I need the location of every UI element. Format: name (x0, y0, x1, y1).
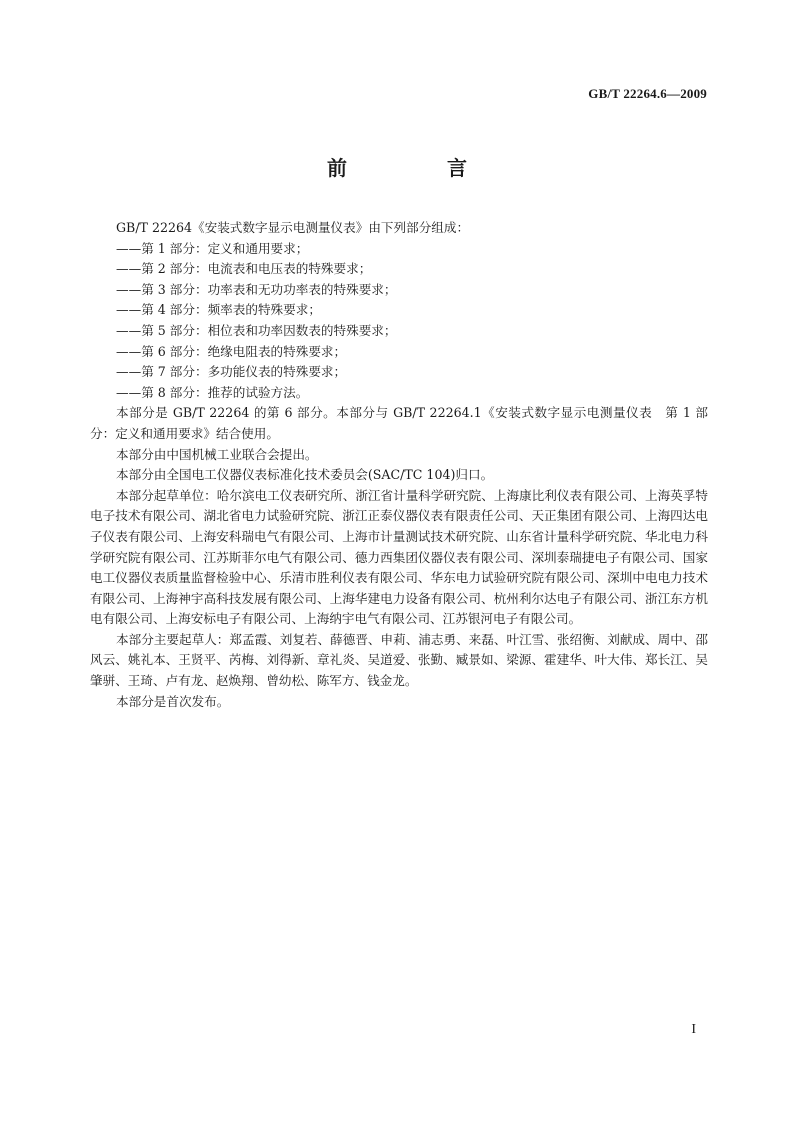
proposed-paragraph: 本部分由中国机械工业联合会提出。 (116, 446, 318, 462)
page-title: 前 言 (327, 156, 507, 180)
standard-code: GB/T 22264.6—2009 (588, 86, 707, 101)
part-list-item-4: ——第 4 部分：频率表的特殊要求； (116, 302, 321, 318)
drafting-units-paragraph: 本部分起草单位：哈尔滨电工仪表研究所、浙江省计量科学研究院、上海康比利仪表有限公司、上海英孚特电子技术有限公司、湖北省电力试验研究院、浙江正泰仪器仪表有限责任公司、天正集团有限公司、上海四达电子仪表有限公司、上海安科瑞电气有限公司、上海市计量测试技术研究院、山东省计量科学研究院、华北电力科学研究院有限公司、江苏斯菲尔电气有限公司、德力西集团仪器仪表有限公司、深圳泰瑞捷电子有限公司、国家电工仪器仪表质量监督检验中心、乐清市胜利仪表有限公司、华东电力试验研究院有限公司、深圳中电电力技术有限公司、上海神宇高科技发展有限公司、上海华建电力设备有限公司、杭州利尔达电子有限公司、浙江东方机电有限公司、上海安标电子有限公司、上海纳宇电气有限公司、江苏银河电子有限公司。 (90, 487, 708, 627)
part-list-item-7: ——第 7 部分：多功能仪表的特殊要求； (116, 364, 347, 380)
drafters-paragraph: 本部分主要起草人：郑孟霞、刘复若、薛德晋、申莉、浦志勇、来磊、叶江雪、张绍衡、刘献成、周中、邵风云、姚礼本、王贤平、芮梅、刘得新、章礼炎、吴道爱、张勤、臧景如、梁源、霍建华、叶大伟、郑长江、吴肇骈、王琦、卢有龙、赵焕翔、曾幼松、陈军方、钱金龙。 (90, 631, 708, 689)
part-list-item-8: ——第 8 部分：推荐的试验方法。 (116, 384, 309, 400)
part-list-item-1: ——第 1 部分：定义和通用要求； (116, 240, 309, 256)
usage-paragraph: 本部分是 GB/T 22264 的第 6 部分。本部分与 GB/T 22264.1《安装式数字显示电测量仪表 第 1 部分：定义和通用要求》结合使用。 (90, 405, 708, 441)
part-list-item-5: ——第 5 部分：相位表和功率因数表的特殊要求； (116, 322, 397, 338)
page-number: I (691, 1022, 696, 1037)
part-list-item-2: ——第 2 部分：电流表和电压表的特殊要求； (116, 261, 372, 277)
first-release-paragraph: 本部分是首次发布。 (116, 693, 230, 709)
part-list-item-6: ——第 6 部分：绝缘电阻表的特殊要求； (116, 343, 347, 359)
intro-paragraph: GB/T 22264《安装式数字显示电测量仪表》由下列部分组成： (116, 220, 470, 235)
foreword-body (90, 218, 708, 712)
centralized-paragraph: 本部分由全国电工仪器仪表标准化技术委员会(SAC/TC 104)归口。 (116, 467, 494, 483)
part-list-item-3: ——第 3 部分：功率表和无功功率表的特殊要求； (116, 281, 397, 297)
